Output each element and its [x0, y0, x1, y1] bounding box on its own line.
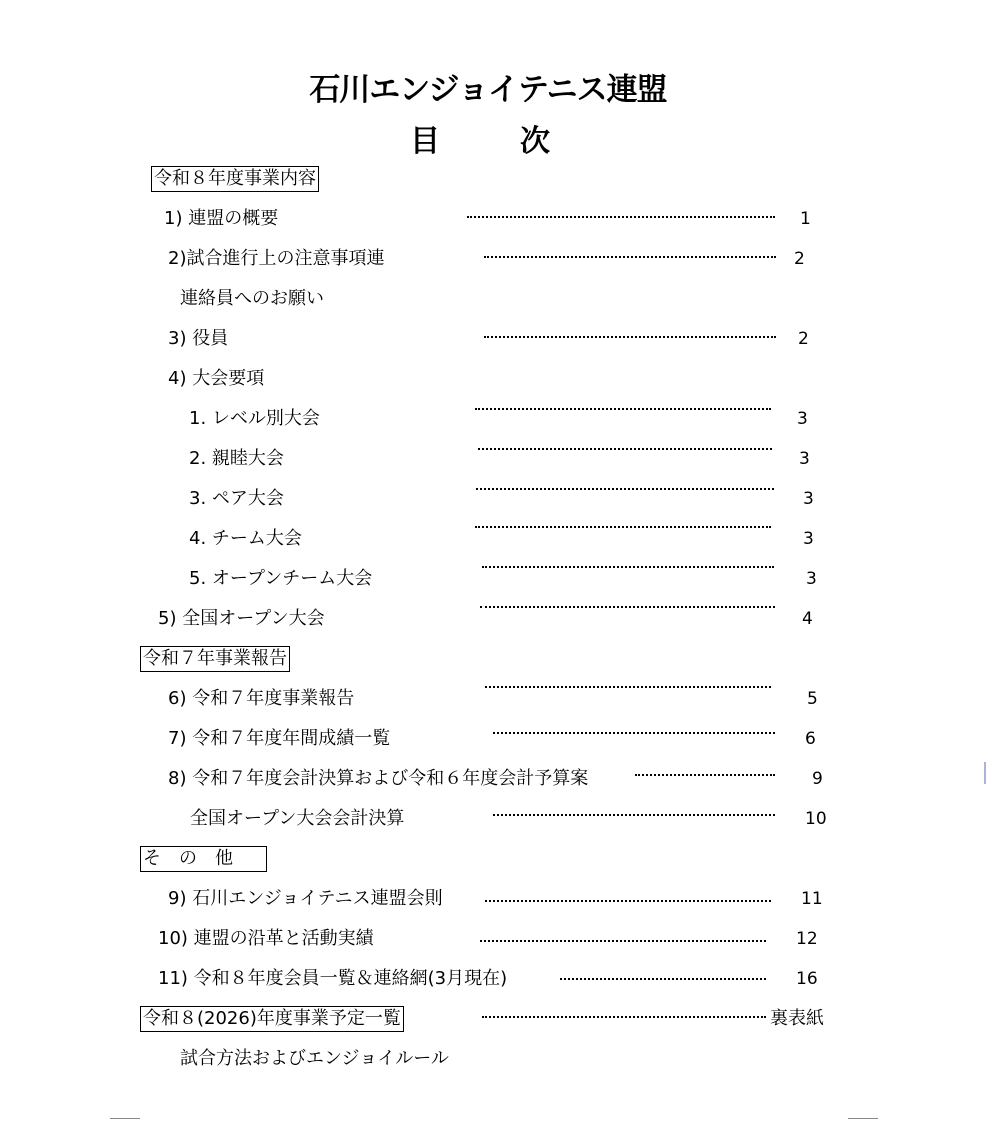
toc-page-number: 16 [796, 969, 818, 989]
section-heading-plans: 令和８年度事業内容 [151, 166, 319, 192]
toc-row[interactable] [0, 606, 988, 632]
dot-leader [482, 1016, 766, 1018]
dot-leader [493, 814, 775, 816]
dot-leader [635, 774, 775, 776]
section-heading-other: そ の 他 [140, 846, 267, 872]
dot-leader [478, 448, 772, 450]
dot-leader [482, 566, 774, 568]
toc-entry-label: 7) 令和７年度年間成績一覧 [168, 728, 391, 749]
toc-page-number: 2 [794, 249, 805, 269]
toc-page-number: 3 [803, 489, 814, 509]
toc-page-number: 3 [803, 529, 814, 549]
toc-row[interactable] [0, 526, 988, 552]
toc-page-number: 10 [805, 809, 827, 829]
toc-entry-label: 5. オープンチーム大会 [189, 568, 373, 589]
toc-page-number: 6 [805, 729, 816, 749]
dot-leader [475, 408, 771, 410]
toc-entry-label: 2)試合進行上の注意事項連 [168, 248, 385, 269]
toc-heading-first-char: 目 [410, 124, 440, 159]
toc-page-number: 12 [796, 929, 818, 949]
dot-leader [480, 606, 775, 608]
toc-entry-label: 10) 連盟の沿革と活動実績 [158, 928, 374, 949]
toc-row[interactable] [0, 766, 988, 792]
document-title: 石川エンジョイテニス連盟 [309, 72, 667, 108]
toc-heading [0, 116, 988, 159]
toc-entry-label: 6) 令和７年度事業報告 [168, 688, 355, 709]
toc-entry-label: 試合方法およびエンジョイルール [180, 1048, 449, 1069]
dot-leader [484, 256, 776, 258]
toc-entry-label: 5) 全国オープン大会 [158, 608, 325, 629]
page-corner-mark-right [848, 1118, 878, 1119]
toc-entry-label: 1. レベル別大会 [189, 408, 320, 429]
toc-row[interactable] [0, 966, 988, 992]
toc-entry-label: 2. 親睦大会 [189, 448, 284, 469]
toc-row[interactable] [0, 246, 988, 272]
toc-row[interactable] [0, 686, 988, 712]
toc-row[interactable] [0, 446, 988, 472]
section-heading-report: 令和７年事業報告 [140, 646, 290, 672]
section-heading-schedule: 令和８(2026)年度事業予定一覧 [140, 1006, 404, 1032]
toc-row[interactable] [0, 406, 988, 432]
toc-page-number: 3 [799, 449, 810, 469]
dot-leader [484, 336, 776, 338]
toc-page-number: 9 [812, 769, 823, 789]
toc-row[interactable] [0, 726, 988, 752]
toc-entry-label: 3) 役員 [168, 328, 229, 349]
toc-entry-label: 8) 令和７年度会計決算および令和６年度会計予算案 [168, 768, 589, 789]
toc-entry-label: 全国オープン大会会計決算 [190, 808, 405, 829]
toc-page-number: 3 [797, 409, 808, 429]
toc-entry-label: 4) 大会要項 [168, 368, 265, 389]
toc-row[interactable] [0, 926, 988, 952]
toc-page-number: 3 [806, 569, 817, 589]
toc-row[interactable] [0, 486, 988, 512]
dot-leader [480, 940, 766, 942]
toc-row [0, 1046, 988, 1072]
toc-row[interactable] [0, 886, 988, 912]
toc-row [0, 286, 988, 312]
toc-entry-label: 11) 令和８年度会員一覧＆連絡網(3月現在) [158, 968, 508, 989]
toc-row [0, 366, 988, 392]
page-corner-mark-left [110, 1118, 140, 1119]
toc-row[interactable] [0, 326, 988, 352]
toc-row[interactable] [0, 1006, 988, 1032]
toc-page-number: 4 [802, 609, 813, 629]
dot-leader [475, 526, 771, 528]
dot-leader [476, 488, 774, 490]
toc-row[interactable] [0, 806, 988, 832]
toc-entry-label: 連絡員へのお願い [180, 288, 324, 309]
toc-page-number: 2 [798, 329, 809, 349]
dot-leader [485, 900, 771, 902]
toc-entry-label: 4. チーム大会 [189, 528, 302, 549]
toc-heading-second-char: 次 [520, 124, 550, 159]
dot-leader [493, 732, 775, 734]
toc-page-number: 11 [801, 889, 823, 909]
toc-row[interactable] [0, 566, 988, 592]
toc-page-number: 5 [807, 689, 818, 709]
toc-entry-label: 1) 連盟の概要 [164, 208, 279, 229]
toc-page-number: 裏表紙 [770, 1008, 824, 1029]
dot-leader [485, 686, 771, 688]
toc-page-number: 1 [800, 209, 811, 229]
dot-leader [467, 216, 775, 218]
toc-entry-label: 9) 石川エンジョイテニス連盟会則 [168, 888, 443, 909]
toc-entry-label: 3. ペア大会 [189, 488, 284, 509]
text-cursor-mark [984, 762, 986, 784]
dot-leader [560, 978, 766, 980]
toc-row[interactable] [0, 206, 988, 232]
